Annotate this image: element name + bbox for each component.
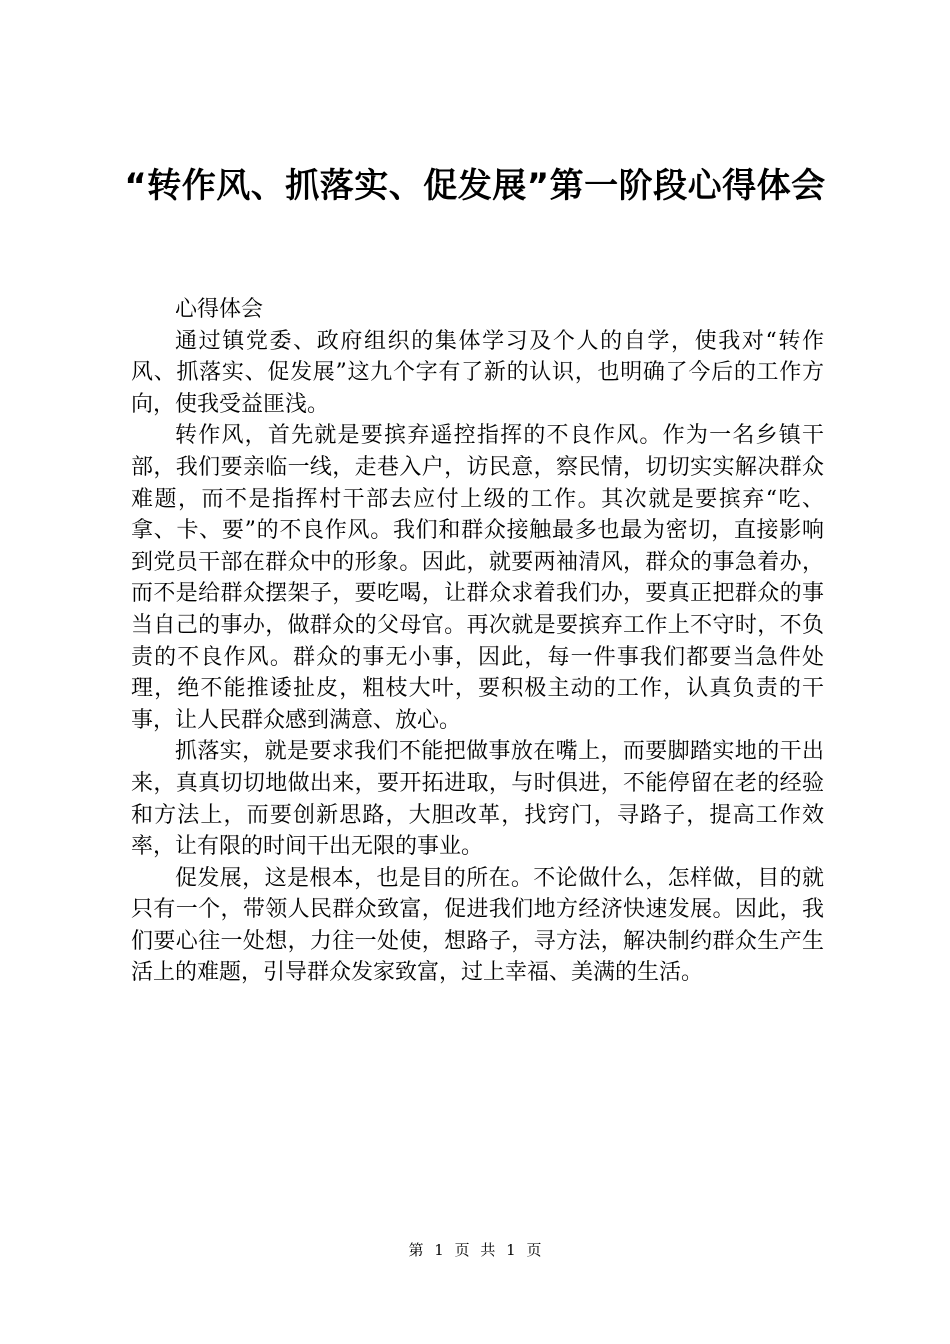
document-body [131, 294, 824, 989]
document-title: “转作风、抓落实、促发展”第一阶段心得体会 [124, 166, 826, 206]
paragraph-heading: 心得体会 [175, 297, 264, 322]
paragraph-zhuanzuofeng: 转作风，首先就是要摈弃遥控指挥的不良作风。作为一名乡镇干部，我们要亲临一线，走巷入户，访民意，察民情，切切实实解决群众难题，而不是指挥村干部去应付上级的工作。其次就是要摈弃“吃、拿、卡、要”的不良作风。我们和群众接触最多也最为密切，直接影响到党员干部在群众中的形象。因此，就要两袖清风，群众的事急着办，而不是给群众摆架子，要吃喝，让群众求着我们办，要真正把群众的事当自己的事办，做群众的父母官。再次就是要摈弃工作上不守时，不负责的不良作风。群众的事无小事，因此，每一件事我们都要当急件处理，绝不能推诿扯皮，粗枝大叶，要积极主动的工作，认真负责的干事，让人民群众感到满意、放心。 [131, 423, 824, 733]
paragraph-cufazhan: 促发展，这是根本，也是目的所在。不论做什么，怎样做，目的就只有一个，带领人民群众致富，促进我们地方经济快速发展。因此，我们要心往一处想，力往一处使，想路子，寻方法，解决制约群众生产生活上的难题，引导群众发家致富，过上幸福、美满的生活。 [131, 865, 824, 986]
page-number-footer: 第 1 页 共 1 页 [408, 1241, 542, 1259]
paragraph-zhualuoshi: 抓落实，就是要求我们不能把做事放在嘴上，而要脚踏实地的干出来，真真切切地做出来，要开拓进取，与时俱进，不能停留在老的经验和方法上，而要创新思路，大胆改革，找窍门，寻路子，提高工作效率，让有限的时间干出无限的事业。 [131, 739, 824, 860]
paragraph-intro: 通过镇党委、政府组织的集体学习及个人的自学，使我对“转作风、抓落实、促发展”这九个字有了新的认识，也明确了今后的工作方向，使我受益匪浅。 [131, 328, 824, 417]
